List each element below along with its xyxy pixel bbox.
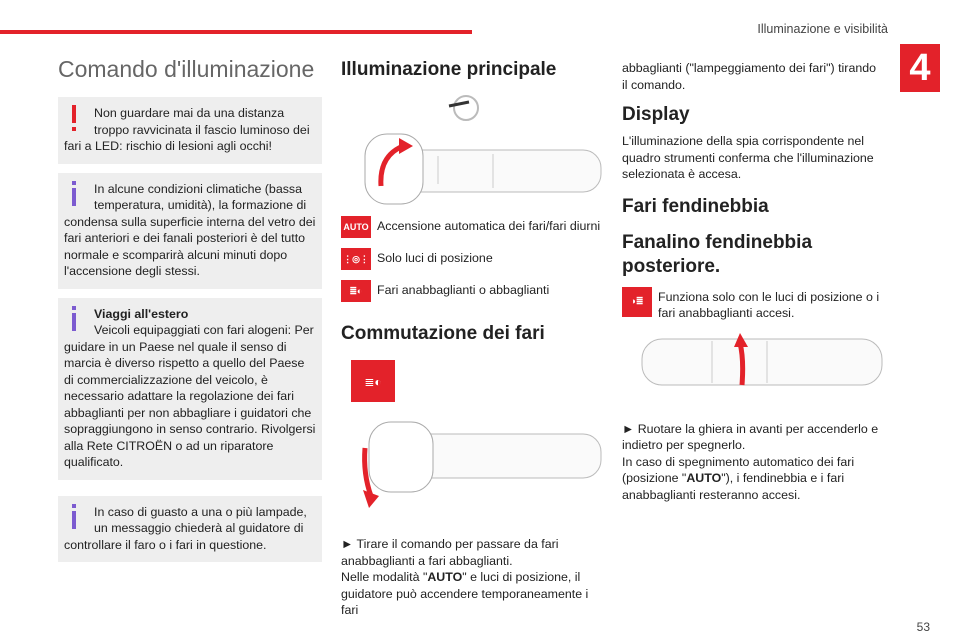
auto-bold: AUTO bbox=[427, 570, 463, 584]
fog-ring-icon bbox=[622, 329, 884, 401]
continued-text: abbaglianti ("lampeggiamento dei fari") tirando il comando. bbox=[622, 61, 877, 92]
rear-fog-text: Funziona solo con le luci di posizione o i fari anabbaglianti accesi. bbox=[658, 289, 880, 320]
svg-text:≣◐: ≣◐ bbox=[364, 375, 382, 389]
info-text: In alcune condizioni climatiche (bassa temperatura, umidità), la formazione di condensa sulla superficie interna del vetro dei fari anteriori e dei fanali posteriori è del tutto normale e scomparirà alcuni minuti dopo l'accensione degli stessi. bbox=[64, 181, 316, 278]
heading-display: Display bbox=[622, 104, 690, 125]
instruction-pull: ► Tirare il comando per passare da fari anabbaglianti a fari abbaglianti. bbox=[341, 537, 559, 568]
legend-lowbeam bbox=[341, 280, 605, 302]
light-stalk-icon bbox=[341, 128, 605, 210]
info-icon bbox=[64, 306, 86, 336]
instruction-auto bbox=[341, 569, 605, 619]
info-note-failure bbox=[58, 496, 322, 563]
legend-position bbox=[341, 248, 605, 270]
lever-illustration-1 bbox=[341, 128, 605, 210]
column-1 bbox=[58, 56, 322, 571]
display-text: L'illuminazione della spia corrispondente nel quadro strumenti conferma che l'illuminazione selezionata è accesa. bbox=[622, 134, 874, 181]
info-note-travel bbox=[58, 298, 322, 480]
auto-icon: AUTO bbox=[341, 216, 371, 238]
lever-illustration-2 bbox=[341, 358, 605, 508]
text-part: "), i fendinebbia e i fari anabbaglianti resteranno accesi. bbox=[622, 471, 845, 502]
auto-bold: AUTO bbox=[686, 471, 722, 485]
text-part: " e luci di posizione, il guidatore può accendere temporaneamente i fari bbox=[341, 570, 589, 617]
legend-lowbeam-text: Fari anabbaglianti o abbaglianti bbox=[377, 283, 550, 297]
chapter-badge: 4 bbox=[900, 44, 940, 92]
column-2 bbox=[341, 56, 605, 619]
heading-main-lighting: Illuminazione principale bbox=[341, 59, 557, 80]
warning-note bbox=[58, 97, 322, 164]
info-text: In caso di guasto a una o più lampade, un messaggio chiederà al guidatore di controllare il faro o i fari in questione. bbox=[64, 504, 307, 552]
instruction-auto-off bbox=[622, 454, 884, 504]
rear-fog-icon: ◑≣ bbox=[622, 287, 652, 317]
header-accent-bar bbox=[0, 30, 472, 34]
info-note bbox=[58, 173, 322, 289]
warning-text: Non guardare mai da una distanza troppo ravvicinata il fascio luminoso dei fari a LED: rischio di lesioni agli occhi! bbox=[64, 106, 310, 153]
warning-icon bbox=[64, 105, 86, 135]
heading-fog-lights: Fari fendinebbia bbox=[622, 195, 769, 217]
info-icon bbox=[64, 181, 86, 211]
instruction-rotate: ► Ruotare la ghiera in avanti per accenderlo e indietro per spegnerlo. bbox=[622, 421, 879, 452]
legend-auto bbox=[341, 216, 605, 238]
steering-wheel-illustration bbox=[341, 82, 605, 128]
heading-beam-switching: Commutazione dei fari bbox=[341, 323, 545, 344]
info-text: Veicoli equipaggiati con fari alogeni: Per guidare in un Paese nel quale il senso di marcia è diverso rispetto a quello del Paese di commercializzazione del veicolo, è necessario adattare la regolazione dei fari abbaglianti per non abbagliare i guidatori che sopraggiungono in senso contrario. Rivolgersi alla Rete CITROËN o ad un riparatore qualificato. bbox=[64, 323, 316, 469]
text-part: Nelle modalità " bbox=[341, 570, 428, 584]
fog-lever-illustration bbox=[622, 329, 884, 401]
info-icon bbox=[64, 504, 86, 534]
page-number: 53 bbox=[916, 620, 930, 634]
low-beam-icon: ≣◐ bbox=[341, 280, 371, 302]
text-part: In caso di spegnimento automatico dei fari (posizione " bbox=[622, 454, 855, 485]
steering-wheel-icon bbox=[341, 82, 605, 128]
legend-position-text: Solo luci di posizione bbox=[377, 251, 493, 265]
rear-fog-legend bbox=[622, 287, 884, 321]
note-heading: Viaggi all'estero bbox=[94, 306, 189, 321]
section-title: Illuminazione e visibilità bbox=[757, 22, 888, 36]
legend-auto-text: Accensione automatica dei fari/fari diurni bbox=[377, 219, 601, 233]
page-title: Comando d'illuminazione bbox=[58, 56, 315, 82]
column-3 bbox=[622, 56, 884, 503]
beam-switch-icon bbox=[341, 358, 605, 508]
position-lights-icon: ⋮◎⋮ bbox=[341, 248, 371, 270]
heading-rear-fog: Fanalino fendinebbia posteriore. bbox=[622, 231, 813, 277]
